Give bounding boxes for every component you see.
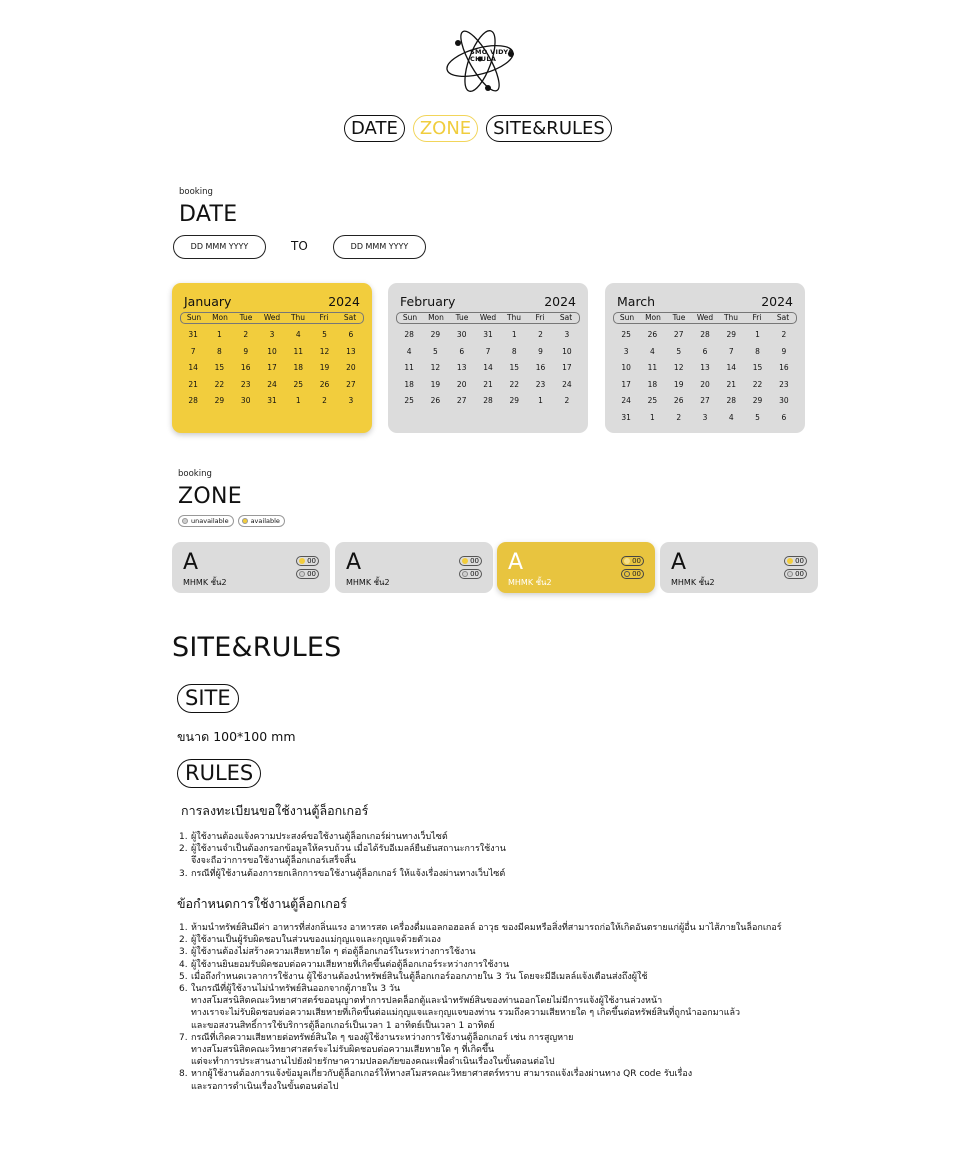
- calendar-day[interactable]: 2: [781, 330, 787, 339]
- calendar-day[interactable]: 30: [456, 330, 467, 339]
- zone-card-selected[interactable]: [497, 542, 655, 593]
- legend-available: [238, 515, 285, 527]
- calendar-day[interactable]: 9: [538, 346, 543, 356]
- rule-text: ผู้ใช้งานยินยอมรับผิดชอบต่อความเสียหายที่เกิดขึ้นต่อตู้ล็อกเกอร์ระหว่างการใช้งาน: [191, 959, 510, 970]
- weekday-label: Sun: [186, 313, 202, 322]
- calendar-day[interactable]: 24: [621, 396, 631, 405]
- calendar-day[interactable]: 11: [404, 363, 414, 372]
- rule-line: [179, 922, 782, 934]
- calendar-day[interactable]: 4: [406, 346, 412, 356]
- calendar-day[interactable]: 15: [752, 363, 763, 372]
- rule-line: [179, 971, 782, 983]
- zone-available-count: [621, 556, 644, 566]
- day-grid: [613, 327, 797, 426]
- zone-count-value: 00: [795, 557, 804, 565]
- weekday-label: Tue: [455, 313, 469, 322]
- weekday-label: Tue: [672, 313, 686, 322]
- calendar-day[interactable]: 29: [430, 330, 441, 339]
- calendar-day[interactable]: 20: [700, 379, 710, 389]
- weekday-label: Mon: [645, 313, 661, 322]
- weekday-label: Wed: [263, 313, 281, 322]
- calendar-day[interactable]: 28: [483, 396, 493, 405]
- weekday-label: Thu: [506, 313, 522, 322]
- calendar-header: [396, 283, 580, 310]
- weekday-row: [613, 312, 797, 324]
- calendar-year: 2024: [544, 294, 576, 309]
- legend-available-label: available: [250, 517, 280, 525]
- rule-number: [179, 1044, 191, 1056]
- calendar-day[interactable]: 22: [509, 379, 520, 389]
- day-grid: [180, 327, 364, 410]
- calendar-day[interactable]: 19: [673, 379, 684, 389]
- calendar-day[interactable]: 24: [562, 379, 572, 389]
- date-to-label: TO: [291, 239, 308, 253]
- weekday-label: Thu: [723, 313, 739, 322]
- zone-card[interactable]: [172, 542, 330, 593]
- calendar-day[interactable]: 1: [217, 330, 222, 339]
- rule-line: [179, 1020, 782, 1032]
- calendar-day[interactable]: 3: [348, 396, 354, 405]
- calendar-day[interactable]: 29: [726, 330, 737, 339]
- calendar-day[interactable]: 2: [538, 330, 543, 339]
- rule-number: [179, 1020, 191, 1032]
- calendar-day[interactable]: 3: [702, 412, 708, 422]
- rule-text: ผู้ใช้งานต้องไม่สร้างความเสียหายใด ๆ ต่อตู้ล็อกเกอร์ในระหว่างการใช้งาน: [191, 947, 476, 958]
- zone-letter: A: [346, 550, 362, 575]
- calendar-day[interactable]: 6: [781, 412, 787, 422]
- calendar-day[interactable]: 1: [511, 330, 517, 339]
- calendar-day[interactable]: 26: [430, 396, 441, 405]
- calendar-day[interactable]: 7: [190, 346, 196, 356]
- calendar-day[interactable]: 15: [509, 363, 520, 372]
- nav-site-rules-button[interactable]: SITE&RULES: [486, 115, 612, 142]
- zone-unavailable-count: [459, 569, 482, 579]
- rule-number: 1.: [179, 923, 188, 933]
- zone-count-value: 00: [307, 557, 316, 565]
- calendar-day[interactable]: 18: [293, 363, 304, 372]
- rule-number: 3.: [179, 947, 188, 958]
- calendar-day[interactable]: 25: [621, 330, 631, 339]
- calendar-day[interactable]: 28: [188, 396, 198, 405]
- calendar-day[interactable]: 27: [346, 379, 356, 389]
- calendar-day[interactable]: 1: [538, 396, 543, 405]
- weekday-label: Mon: [428, 313, 444, 322]
- calendar-header: [180, 283, 364, 310]
- rule-text: ผู้ใช้งานจำเป็นต้องกรอกข้อมูลให้ครบถ้วน เมื่อได้รับอีเมลล์ยืนยันสถานะการใช้งาน: [191, 844, 506, 855]
- weekday-label: Fri: [319, 313, 329, 322]
- calendar-day[interactable]: 3: [269, 330, 275, 339]
- rule-text: ทางสโมสรนิสิตคณะวิทยาศาสตร์ขออนุญาตทำการปลดล็อกตู้และนำทรัพย์สินของท่านออกโดยไม่มีการแจ้งผู้ใช้งานล่วงหน้า: [191, 996, 663, 1007]
- weekday-label: Sun: [402, 313, 418, 322]
- calendar-day[interactable]: 12: [430, 363, 441, 372]
- rule-number: [179, 1056, 191, 1068]
- calendar-day[interactable]: 10: [621, 363, 631, 372]
- rule-number: [179, 855, 191, 867]
- calendar-day[interactable]: 14: [188, 363, 198, 372]
- calendar-day[interactable]: 28: [404, 330, 414, 339]
- zone-available-count: [459, 556, 482, 566]
- rule-number: 5.: [179, 971, 188, 982]
- calendar-day[interactable]: 26: [673, 396, 684, 405]
- calendar-day[interactable]: 1: [295, 396, 301, 405]
- rule-line: [179, 1032, 782, 1044]
- calendar-day[interactable]: 29: [214, 396, 225, 405]
- calendar-day[interactable]: 9: [781, 346, 787, 356]
- rule-line: [179, 831, 506, 843]
- calendar-day[interactable]: 11: [293, 346, 304, 356]
- zone-available-count: [296, 556, 319, 566]
- calendar-march: [605, 283, 805, 433]
- weekday-label: Wed: [696, 313, 714, 322]
- rule-text: ห้ามนำทรัพย์สินมีค่า อาหารที่ส่งกลิ่นแรง อาหารสด เครื่องดื่มแอลกอฮอลล์ อาวุธ ของมีคมหรือสิ่งที่สามารถก่อให้เกิดอันตรายแก่ผู้อื่น มาไส้ภายในล็อกเกอร์: [191, 923, 782, 933]
- day-grid: [396, 327, 580, 410]
- calendar-day[interactable]: 13: [456, 363, 467, 372]
- calendar-day[interactable]: 17: [267, 363, 277, 372]
- calendar-day[interactable]: 26: [319, 379, 330, 389]
- rule-text: กรณีที่ผู้ใช้งานต้องการยกเลิกการขอใช้งานตู้ล็อกเกอร์ ให้แจ้งเรื่องผ่านทางเว็บไซต์: [191, 868, 506, 879]
- calendar-day[interactable]: 1: [650, 412, 655, 422]
- calendar-day[interactable]: 22: [752, 379, 763, 389]
- zone-count-value: 00: [632, 570, 641, 578]
- date-to-input[interactable]: DD MMM YYYY: [333, 235, 426, 259]
- rule-number: 6.: [179, 984, 188, 995]
- unavailable-dot-icon: [787, 571, 793, 577]
- rule-line: [179, 995, 782, 1007]
- calendar-day[interactable]: 5: [755, 412, 760, 422]
- zone-count-value: 00: [307, 570, 316, 578]
- calendar-month: January: [184, 294, 232, 309]
- weekday-label: Fri: [535, 313, 545, 322]
- weekday-row: [396, 312, 580, 324]
- weekday-label: Sat: [776, 313, 790, 322]
- calendar-day[interactable]: 19: [430, 379, 441, 389]
- rule-number: 7.: [179, 1032, 188, 1043]
- calendar-day[interactable]: 23: [240, 379, 251, 389]
- calendar-day[interactable]: 7: [728, 346, 734, 356]
- calendar-day[interactable]: 8: [755, 346, 760, 356]
- calendar-day[interactable]: 21: [188, 379, 198, 389]
- rule-text: เมื่อถึงกำหนดเวลาการใช้งาน ผู้ใช้งานต้องนำทรัพย์สินในตู้ล็อกเกอร์ออกภายใน 3 วัน โดยจะมีอีเมลล์แจ้งเตือนส่งถึงผู้ใช้: [191, 971, 648, 982]
- available-dot-icon: [299, 558, 305, 564]
- rule-number: 3.: [179, 868, 188, 879]
- calendar-day[interactable]: 16: [535, 363, 546, 372]
- calendar-day[interactable]: 2: [564, 396, 570, 405]
- calendar-day[interactable]: 18: [647, 379, 658, 389]
- calendar-day[interactable]: 22: [214, 379, 225, 389]
- weekday-label: Fri: [752, 313, 762, 322]
- weekday-label: Mon: [212, 313, 228, 322]
- rule-text: และรอการดำเนินเรื่องในขั้นตอนต่อไป: [191, 1081, 339, 1092]
- calendar-day[interactable]: 1: [755, 330, 760, 339]
- calendar-day[interactable]: 13: [700, 363, 710, 372]
- rule-line: [179, 1044, 782, 1056]
- rule-line: [179, 934, 782, 946]
- zone-letter: A: [183, 550, 199, 575]
- calendar-day[interactable]: 5: [322, 330, 327, 339]
- calendar-day[interactable]: 4: [650, 346, 655, 356]
- rule-number: [179, 1081, 191, 1093]
- weekday-label: Sun: [619, 313, 635, 322]
- logo-line-1: SMO VIDYA: [470, 48, 514, 56]
- calendar-day[interactable]: 27: [456, 396, 467, 405]
- date-section-caption: booking: [179, 187, 213, 197]
- calendar-january: [172, 283, 372, 433]
- calendar-day[interactable]: 26: [647, 330, 658, 339]
- calendar-day[interactable]: 2: [322, 396, 327, 405]
- calendar-day[interactable]: 19: [319, 363, 330, 372]
- register-rules-list: [179, 831, 506, 880]
- calendar-day[interactable]: 25: [647, 396, 658, 405]
- calendar-day[interactable]: 24: [267, 379, 277, 389]
- logo-text: [470, 49, 513, 63]
- calendar-day[interactable]: 4: [728, 412, 734, 422]
- rule-line: [179, 983, 782, 995]
- calendar-day[interactable]: 17: [621, 379, 631, 389]
- weekday-label: Sat: [343, 313, 357, 322]
- zone-count-value: 00: [795, 570, 804, 578]
- zone-location: MHMK ชั้น2: [671, 578, 715, 587]
- calendar-month: February: [400, 294, 456, 309]
- legend-unavailable-label: unavailable: [191, 517, 229, 525]
- zone-section-title: ZONE: [178, 484, 242, 509]
- calendar-day[interactable]: 18: [404, 379, 414, 389]
- calendar-day[interactable]: 2: [676, 412, 682, 422]
- calendar-day[interactable]: 23: [779, 379, 789, 389]
- site-heading: SITE: [177, 684, 239, 713]
- site-rules-title: SITE&RULES: [172, 632, 342, 663]
- zone-location: MHMK ชั้น2: [508, 578, 552, 587]
- calendar-day[interactable]: 30: [779, 396, 789, 405]
- locker-size-text: ขนาด 100*100 mm: [177, 729, 296, 744]
- calendar-day[interactable]: 6: [459, 346, 465, 356]
- rule-number: [179, 995, 191, 1007]
- calendar-day[interactable]: 5: [676, 346, 682, 356]
- calendar-day[interactable]: 11: [647, 363, 658, 372]
- calendar-day[interactable]: 15: [214, 363, 225, 372]
- rule-line: [179, 946, 782, 958]
- calendar-day[interactable]: 10: [267, 346, 277, 356]
- calendar-day[interactable]: 21: [726, 379, 737, 389]
- calendar-day[interactable]: 25: [293, 379, 304, 389]
- unavailable-dot-icon: [624, 571, 630, 577]
- zone-section-caption: booking: [178, 469, 212, 479]
- calendar-day[interactable]: 12: [673, 363, 684, 372]
- calendar-day[interactable]: 10: [562, 346, 572, 356]
- calendar-day[interactable]: 3: [623, 346, 629, 356]
- calendar-day[interactable]: 29: [752, 396, 763, 405]
- calendar-day[interactable]: 7: [485, 346, 491, 356]
- rule-line: [179, 1007, 782, 1019]
- weekday-label: Thu: [290, 313, 306, 322]
- rule-text: ในกรณีที่ผู้ใช้งานไม่นำทรัพย์สินออกจากตู้ภายใน 3 วัน: [191, 984, 401, 995]
- calendar-day[interactable]: 9: [243, 346, 249, 356]
- rule-line: [179, 1068, 782, 1080]
- rule-line: [179, 1081, 782, 1093]
- rule-number: 2.: [179, 844, 188, 855]
- calendar-day[interactable]: 6: [348, 330, 354, 339]
- calendar-day[interactable]: 4: [295, 330, 301, 339]
- calendar-day[interactable]: 29: [509, 396, 520, 405]
- zone-location: MHMK ชั้น2: [346, 578, 390, 587]
- calendar-day[interactable]: 27: [673, 330, 684, 339]
- calendar-day[interactable]: 5: [433, 346, 438, 356]
- calendar-day[interactable]: 30: [240, 396, 251, 405]
- available-dot-icon: [462, 558, 468, 564]
- rule-number: 1.: [179, 832, 188, 842]
- calendar-day[interactable]: 20: [456, 379, 467, 389]
- calendar-day[interactable]: 31: [483, 330, 493, 339]
- calendar-day[interactable]: 21: [483, 379, 493, 389]
- zone-unavailable-count: [296, 569, 319, 579]
- calendar-day[interactable]: 6: [702, 346, 708, 356]
- rule-text: ทางสโมสรนิสิตคณะวิทยาศาสตร์จะไม่รับผิดชอบต่อความเสียหายใด ๆ ที่เกิดขึ้น: [191, 1045, 495, 1056]
- calendar-day[interactable]: 14: [726, 363, 737, 372]
- unavailable-dot-icon: [299, 571, 305, 577]
- rule-text: จึงจะถือว่าการขอใช้งานตู้ล็อกเกอร์เสร็จสิ้น: [191, 856, 357, 867]
- nav-date-button[interactable]: DATE: [344, 115, 405, 142]
- logo-line-2: CHULA: [470, 55, 497, 63]
- top-nav: [344, 115, 612, 142]
- zone-unavailable-count: [784, 569, 807, 579]
- calendar-day[interactable]: 20: [346, 363, 356, 372]
- register-heading: การลงทะเบียนขอใช้งานตู้ล็อกเกอร์: [181, 803, 369, 818]
- calendar-day[interactable]: 27: [700, 396, 710, 405]
- available-dot-icon: [624, 558, 630, 564]
- zone-count-value: 00: [470, 557, 479, 565]
- rule-text: และขอสงวนสิทธิ์การใช้บริการตู้ล็อกเกอร์เป็นเวลา 1 อาทิตย์เป็นเวลา 1 อาทิตย์: [191, 1020, 495, 1031]
- calendar-day[interactable]: 16: [779, 363, 789, 372]
- calendar-month: March: [617, 294, 656, 309]
- rule-text: ผู้ใช้งานเป็นผู้รับผิดชอบในส่วนของแม่กุญแจและกุญแจด้วยตัวเอง: [191, 935, 441, 946]
- calendar-day[interactable]: 23: [535, 379, 546, 389]
- rule-line: [179, 868, 506, 880]
- available-dot-icon: [242, 518, 248, 524]
- calendar-day[interactable]: 16: [240, 363, 251, 372]
- calendar-day[interactable]: 2: [243, 330, 249, 339]
- calendar-day[interactable]: 3: [564, 330, 570, 339]
- calendar-day[interactable]: 13: [346, 346, 356, 356]
- zone-count-value: 00: [632, 557, 641, 565]
- rule-line: [179, 855, 506, 867]
- calendar-day[interactable]: 8: [217, 346, 222, 356]
- logo: [440, 26, 520, 96]
- zone-legend: [178, 515, 285, 527]
- zone-letter: A: [671, 550, 687, 575]
- weekday-label: Tue: [239, 313, 253, 322]
- calendar-day[interactable]: 12: [319, 346, 330, 356]
- legend-unavailable: [178, 515, 234, 527]
- zone-location: MHMK ชั้น2: [183, 578, 227, 587]
- calendar-year: 2024: [328, 294, 360, 309]
- rule-line: [179, 1056, 782, 1068]
- calendar-year: 2024: [761, 294, 793, 309]
- calendar-day[interactable]: 14: [483, 363, 493, 372]
- zone-unavailable-count: [621, 569, 644, 579]
- calendar-header: [613, 283, 797, 310]
- calendar-day[interactable]: 17: [562, 363, 572, 372]
- calendar-day[interactable]: 8: [511, 346, 517, 356]
- rule-number: 4.: [179, 959, 188, 970]
- rule-number: 8.: [179, 1069, 188, 1080]
- terms-heading: ข้อกำหนดการใช้งานตู้ล็อกเกอร์: [177, 896, 348, 911]
- calendar-february: [388, 283, 588, 433]
- rule-text: แต่จะทำการประสานงานไปยังฝ่ายรักษาความปลอดภัยของคณะเพื่อดำเนินเรื่องในขั้นตอนต่อไป: [191, 1057, 555, 1068]
- rules-heading: RULES: [177, 759, 261, 788]
- rule-number: [179, 1007, 191, 1019]
- terms-rules-list: [179, 922, 782, 1093]
- calendar-day[interactable]: 28: [700, 330, 710, 339]
- calendar-day[interactable]: 25: [404, 396, 414, 405]
- calendar-day[interactable]: 31: [621, 412, 631, 422]
- rule-text: หากผู้ใช้งานต้องการแจ้งข้อมูลเกี่ยวกับตู้ล็อกเกอร์ให้ทางสโมสรคณะวิทยาศาสตร์ทราบ สามารถแจ้งเรื่องผ่านทาง QR code รับเรื่อง: [191, 1069, 693, 1080]
- rule-line: [179, 843, 506, 855]
- weekday-row: [180, 312, 364, 324]
- zone-available-count: [784, 556, 807, 566]
- weekday-label: Sat: [559, 313, 573, 322]
- unavailable-dot-icon: [182, 518, 188, 524]
- calendar-day[interactable]: 31: [267, 396, 277, 405]
- zone-count-value: 00: [470, 570, 479, 578]
- rule-number: 2.: [179, 935, 188, 946]
- nav-zone-button[interactable]: ZONE: [413, 115, 478, 142]
- calendar-day[interactable]: 31: [188, 330, 198, 339]
- unavailable-dot-icon: [462, 571, 468, 577]
- date-from-input[interactable]: DD MMM YYYY: [173, 235, 266, 259]
- rule-line: [179, 959, 782, 971]
- zone-letter: A: [508, 550, 524, 575]
- rule-text: ทางเราจะไม่รับผิดชอบต่อความเสียหายที่เกิดขึ้นต่อแม่กุญแจและกุญแจของท่าน รวมถึงความเสียหายใด ๆ เกิดขึ้นต่อทรัพย์สินที่ถูกนำออกมาแล้ว: [191, 1008, 741, 1019]
- available-dot-icon: [787, 558, 793, 564]
- zone-card[interactable]: [660, 542, 818, 593]
- date-section-title: DATE: [179, 202, 238, 227]
- calendar-day[interactable]: 28: [726, 396, 737, 405]
- rule-text: ผู้ใช้งานต้องแจ้งความประสงค์ขอใช้งานตู้ล็อกเกอร์ผ่านทางเว็บไซต์: [191, 832, 448, 842]
- zone-card[interactable]: [335, 542, 493, 593]
- rule-text: กรณีที่เกิดความเสียหายต่อทรัพย์สินใด ๆ ของผู้ใช้งานระหว่างการใช้งานตู้ล็อกเกอร์ เช่น การสูญหาย: [191, 1032, 574, 1043]
- weekday-label: Wed: [479, 313, 497, 322]
